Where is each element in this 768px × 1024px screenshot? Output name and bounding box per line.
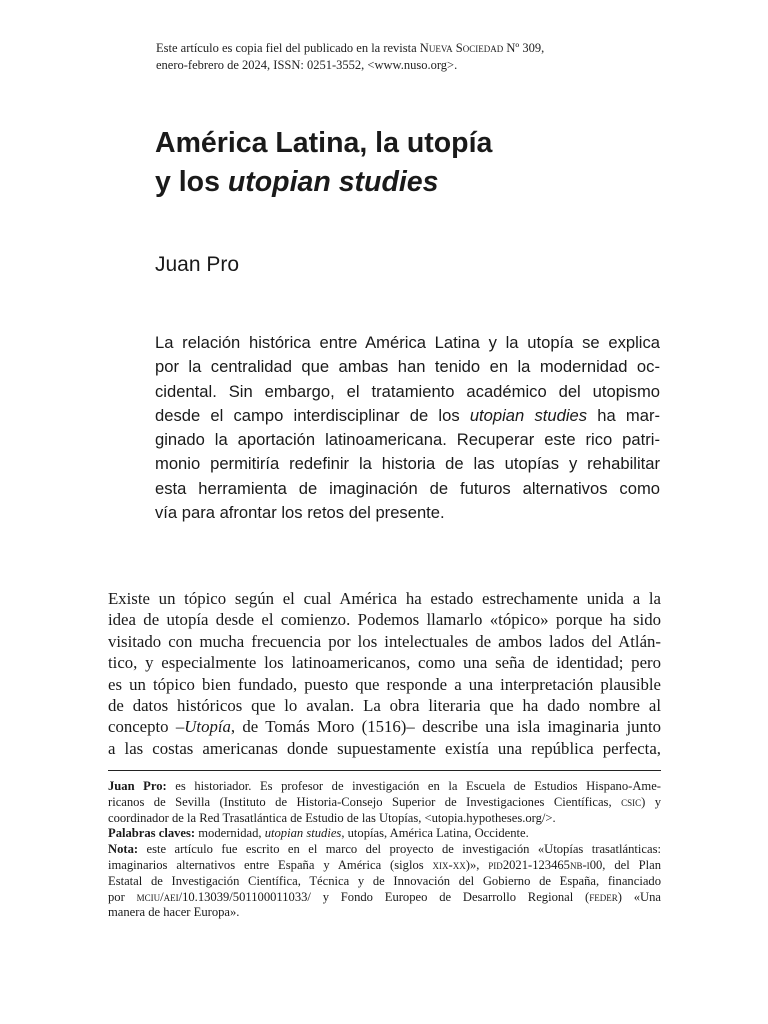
acronym: nb-i [569,857,590,872]
abstract-line: vía para afrontar los retos del presente. [155,503,445,523]
body-line: a las costas americanas donde supuestamente existía una república perfecta, [108,738,661,758]
italic-title: Utopía [184,717,231,737]
body-line: Existe un tópico según el cual América ha estado estrechamente unida a la [108,589,661,608]
body-paragraph [108,588,661,759]
abstract-line: monio permitiría redefinir la historia de las utopías y rehabilitar [155,454,660,474]
abstract-line: esta herramienta de imaginación de futuros alternativos como [155,478,660,498]
footnotes [108,779,661,921]
footnote-label: Palabras claves: [108,826,196,841]
abstract-line: cidental. Sin embargo, el tratamiento académico del utopismo [155,381,660,401]
abstract-line: desde el campo interdisciplinar de los utopian studies ha mar- [155,405,660,425]
footnote-note-line: manera de hacer Europa». [108,905,240,920]
title-text: y los [155,166,228,198]
journal-source-note [156,40,626,74]
acronym: mciu/aei [136,889,179,904]
footnote-author-line: Juan Pro: es historiador. Es profesor de investigación en la Escuela de Estudios Hispano-Ame- [108,779,661,793]
footnote-label: Nota: [108,842,139,857]
journal-name: Nueva Sociedad [419,41,504,55]
footnote-note-line: por mciu/aei/10.13039/501100011033/ y Fondo Europeo de Desarrollo Regional (feder) «Una [108,889,662,904]
source-note-line-1 [156,40,626,57]
abstract-line: por la centralidad que ambas han tenido en la modernidad oc- [155,357,660,377]
footnote-note-line: Nota: este artículo fue escrito en el marco del proyecto de investigación «Utopías trasatlánticas: [108,842,661,857]
body-line: de datos históricos que lo avalan. La obra literaria que ha dado nombre al [108,696,661,716]
abstract [155,331,660,525]
body-line: es un tópico bien fundado, puesto que responde a una interpretación plausible [108,674,661,694]
body-line: idea de utopía desde el comienzo. Podemos llamarlo «tópico» porque ha sido [108,610,661,630]
body-line: visitado con mucha frecuencia por los intelectuales de ambos lados del Atlán- [108,631,661,651]
footnote-author-line: ricanos de Sevilla (Instituto de Historia-Consejo Superior de Investigaciones Científicas, csic) y [108,794,662,809]
footnote-note-line: imaginarios alternativos entre España y América (siglos xix-xx)», pid2021-123465nb-i00, del Plan [108,857,661,872]
source-note-line-2: enero-febrero de 2024, ISSN: 0251-3552, <www.nuso.org>. [156,58,458,72]
italic-term: utopian studies [264,826,342,841]
footnote-label: Juan Pro: [108,779,167,793]
body-line: tico, y especialmente los latinoamericanos, como una seña de identidad; pero [108,653,661,673]
footnote-keywords-line: Palabras claves: modernidad, utopian studies, utopías, América Latina, Occidente. [108,826,529,841]
source-note-text: Este artículo es copia fiel del publicado en la revista [156,41,420,55]
article-title [155,124,675,202]
issue-number: Nº 309, [503,41,545,55]
title-line-2 [155,163,675,202]
acronym: csic [621,794,642,809]
abstract-line: ginado la aportación latinoamericana. Recuperar este rico patri- [155,430,660,450]
title-italic-text: utopian studies [227,166,439,198]
footnote-note-line: Estatal de Investigación Científica, Técnica y de Innovación del Gobierno de España, financiado [108,873,661,888]
abstract-line: La relación histórica entre América Latina y la utopía se explica [155,333,660,352]
footnote-author-line: coordinador de la Red Trasatlántica de Estudio de las Utopías, <utopia.hypotheses.org/>. [108,810,556,825]
author-name: Juan Pro [155,253,240,276]
acronym: pid [488,857,503,872]
body-line: concepto –Utopía, de Tomás Moro (1516)– describe una isla imaginaria junto [108,717,662,737]
title-line-1: América Latina, la utopía [155,127,493,159]
acronym: xix-xx [432,857,466,872]
footnote-divider [108,770,661,771]
acronym: feder [589,889,618,904]
italic-term: utopian studies [469,405,588,425]
